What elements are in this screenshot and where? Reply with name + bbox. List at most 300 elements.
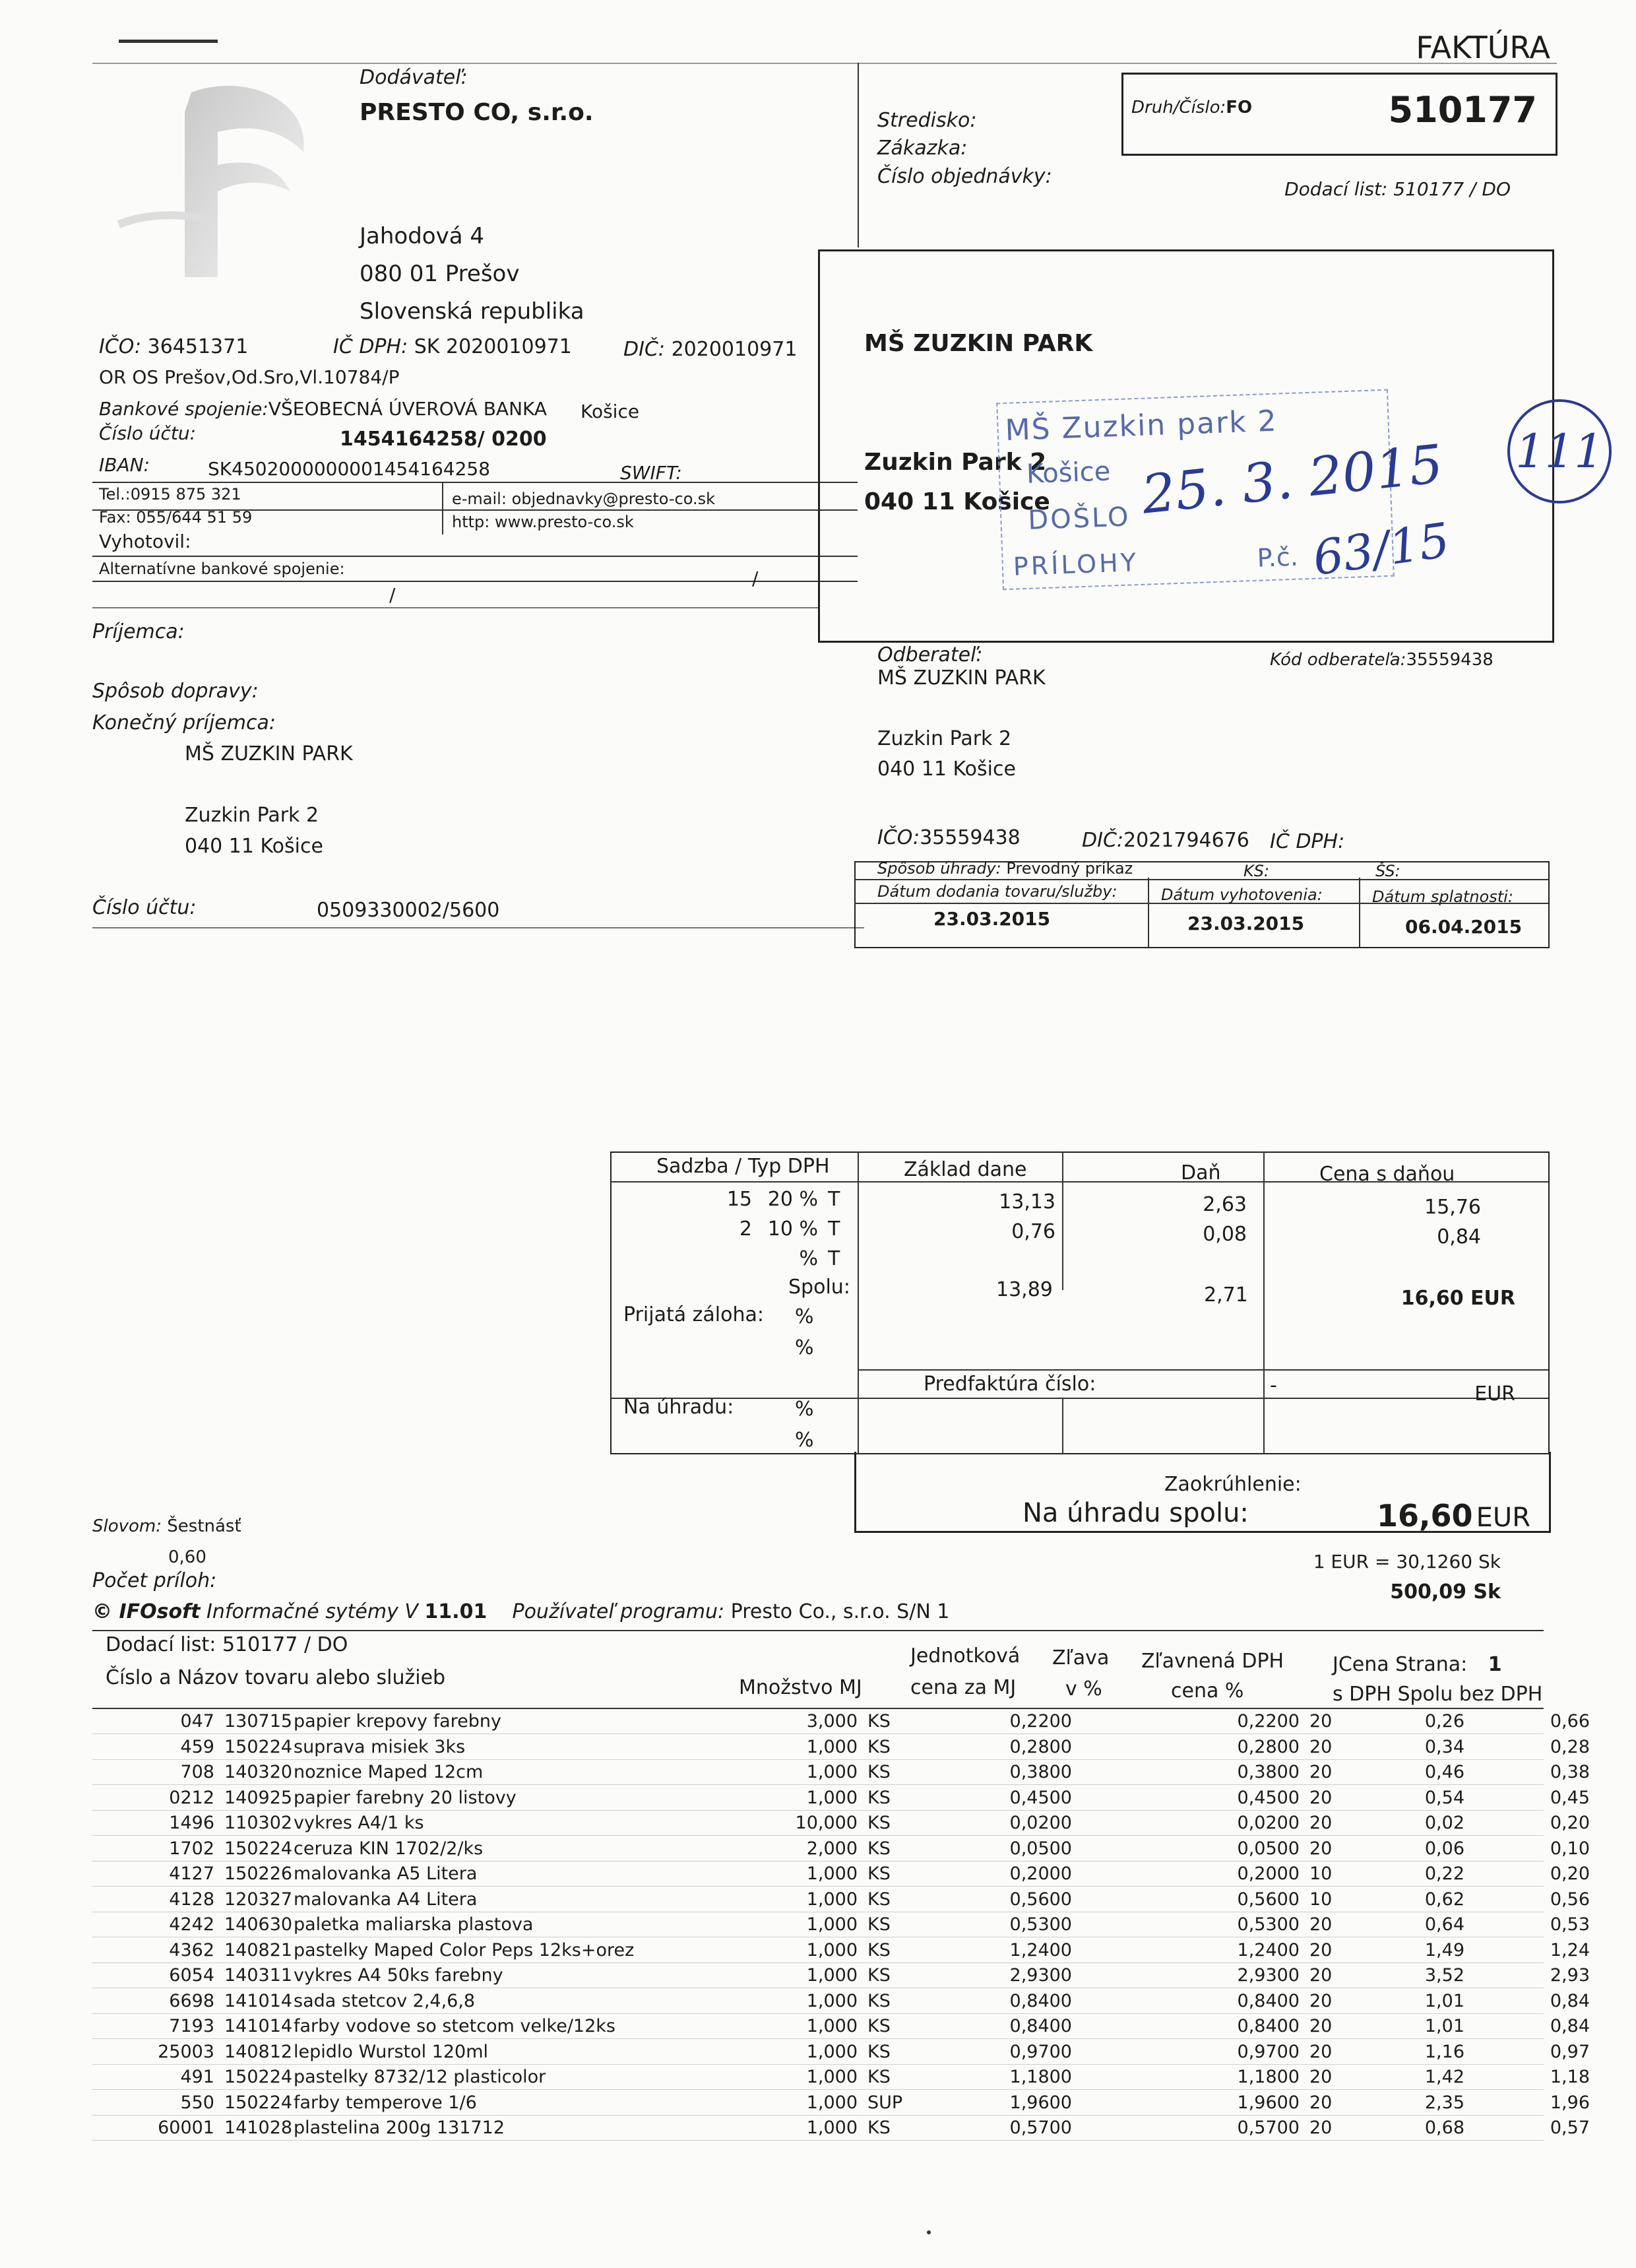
vat-sum-tax: 2,71: [1204, 1283, 1248, 1307]
row-underline: [92, 2140, 1544, 2141]
item-name: papier farebny 20 listovy: [294, 1788, 517, 1808]
item-unit-price: 0,0200: [1009, 1813, 1072, 1833]
item-price-with-vat: 1,01: [1424, 1991, 1464, 2011]
item-quantity: 1,000: [806, 2118, 858, 2138]
item-code: 150226: [224, 1863, 293, 1884]
item-code: 110302: [224, 1813, 293, 1833]
stamp-line-2: Košice: [1026, 456, 1112, 490]
item-price-with-vat: 0,02: [1424, 1813, 1464, 1833]
row-underline: [92, 1733, 1544, 1734]
recipient-top-line: [92, 607, 818, 608]
customer-code-row: [1270, 650, 1494, 670]
item-discounted-price: 0,0200: [1237, 1813, 1300, 1833]
item-code: 140821: [224, 1940, 293, 1960]
table-row: [92, 2016, 1610, 2041]
item-unit-price: 0,0500: [1009, 1838, 1072, 1859]
ico-label: IČO:: [99, 335, 142, 358]
item-vat-rate: 20: [1309, 1838, 1333, 1859]
bank-city: Košice: [581, 401, 640, 422]
vat-sum-total: 16,60 EUR: [1400, 1287, 1515, 1310]
items-col-qty: Množstvo MJ: [739, 1676, 862, 1699]
item-quantity: 1,000: [806, 1737, 858, 1757]
item-price-with-vat: 1,42: [1424, 2067, 1464, 2087]
item-price-with-vat: 0,46: [1424, 1762, 1464, 1782]
items-col-no: Číslo a Názov tovaru alebo služieb: [106, 1666, 446, 1689]
item-number: 6698: [169, 1991, 214, 2011]
table-row: [92, 1940, 1610, 1965]
item-total-without-vat: 0,57: [1550, 2118, 1590, 2138]
item-code: 140925: [224, 1788, 293, 1808]
item-discounted-price: 0,4500: [1237, 1788, 1300, 1808]
type-label: Druh/Číslo:: [1131, 98, 1226, 117]
vat-row-total: 0,84: [1437, 1225, 1481, 1248]
to-pay-label: Na úhradu:: [623, 1396, 734, 1419]
item-discounted-price: 0,9700: [1237, 2042, 1300, 2062]
item-quantity: 1,000: [806, 2016, 858, 2036]
due-date: 06.04.2015: [1405, 916, 1523, 938]
item-discounted-price: 0,5300: [1237, 1914, 1300, 1935]
supplier-street: Jahodová 4: [360, 223, 484, 249]
item-unit-price: 0,4500: [1009, 1788, 1072, 1808]
item-name: noznice Maped 12cm: [294, 1762, 484, 1782]
page-dot: [927, 2230, 931, 2234]
vat-proforma-line: [858, 1369, 1548, 1371]
item-number: 7193: [169, 2016, 214, 2036]
customer-dic-label: DIČ:: [1082, 829, 1124, 852]
row-underline: [92, 1810, 1544, 1811]
top-mark: [119, 40, 218, 43]
item-vat-rate: 20: [1309, 2092, 1333, 2113]
item-code: 150224: [224, 2067, 293, 2087]
contact-top-line: [92, 482, 858, 483]
row-underline: [92, 2013, 1544, 2014]
words-cents: 0,60: [168, 1547, 206, 1567]
item-unit: KS: [867, 1889, 891, 1910]
table-row: [92, 1813, 1610, 1838]
recipient-account: 0509330002/5600: [317, 899, 500, 922]
words-row: [92, 1516, 241, 1536]
item-name: farby vodove so stetcom velke/12ks: [294, 2016, 615, 2036]
item-vat-rate: 20: [1309, 1914, 1333, 1935]
due-date-label: Dátum splatnosti:: [1372, 888, 1513, 906]
items-col-disc-price-2: cena %: [1171, 1679, 1244, 1702]
item-total-without-vat: 0,66: [1550, 1711, 1590, 1732]
item-vat-rate: 20: [1309, 1711, 1333, 1732]
advance-pct-1: %: [795, 1305, 814, 1328]
vat-row-tax: 0,08: [1203, 1223, 1247, 1246]
item-name: suprava misiek 3ks: [294, 1737, 466, 1757]
item-name: sada stetcov 2,4,6,8: [294, 1991, 476, 2011]
item-code: 150224: [224, 2092, 293, 2113]
vat-col-3: [1263, 1151, 1265, 1454]
item-unit-price: 0,2200: [1009, 1711, 1072, 1732]
item-unit-price: 0,9700: [1009, 2042, 1072, 2062]
ks-label: KS:: [1243, 862, 1270, 880]
invoice-number: 510177: [1388, 89, 1537, 131]
item-number: 4362: [169, 1940, 214, 1960]
vat-row-base: 0,76: [1011, 1220, 1055, 1243]
delivery-date: 23.03.2015: [933, 908, 1051, 930]
dic-label: DIČ:: [623, 338, 666, 361]
items-header-bottom-line: [92, 1708, 1544, 1709]
item-quantity: 1,000: [806, 1762, 858, 1782]
vat-row-code: 15: [726, 1188, 752, 1211]
vat-col-rate-header: Sadzba / Typ DPH: [656, 1155, 830, 1178]
item-price-with-vat: 1,49: [1424, 1940, 1464, 1960]
item-total-without-vat: 0,38: [1550, 1762, 1590, 1782]
software-user-label: Používateľ programu:: [512, 1600, 725, 1623]
sk-total: 500,09 Sk: [1390, 1580, 1501, 1604]
row-underline: [92, 2115, 1544, 2116]
item-price-with-vat: 0,54: [1424, 1788, 1464, 1808]
item-price-with-vat: 1,01: [1424, 2016, 1464, 2036]
proforma-eur: EUR: [1474, 1382, 1515, 1406]
vat-row-rate: 20 %: [767, 1188, 818, 1211]
item-unit: KS: [867, 2067, 891, 2087]
payment-method: Prevodný príkaz: [1006, 859, 1133, 878]
customer-ico: 35559438: [920, 826, 1021, 849]
item-number: 459: [180, 1737, 214, 1757]
alt-bank-slash-1: /: [389, 584, 396, 606]
words-label: Slovom:: [92, 1516, 162, 1536]
item-discounted-price: 0,0500: [1237, 1838, 1300, 1859]
item-unit-price: 0,5700: [1009, 2118, 1072, 2138]
customer-ids-row: [877, 826, 1021, 849]
items-col-disc-2: v %: [1065, 1677, 1102, 1701]
item-total-without-vat: 0,97: [1550, 2042, 1590, 2062]
item-unit: KS: [867, 2118, 891, 2138]
item-number: 25003: [158, 2042, 214, 2062]
item-number: 4127: [169, 1863, 214, 1884]
item-discounted-price: 1,9600: [1237, 2092, 1300, 2113]
table-row: [92, 1711, 1610, 1736]
supplier-tel: Tel.:0915 875 321: [99, 485, 241, 503]
item-total-without-vat: 0,56: [1550, 1889, 1590, 1910]
iban-value: SK4502000000001454164258: [208, 458, 491, 480]
vat-col-2: [1062, 1151, 1063, 1290]
item-code: 140630: [224, 1914, 293, 1935]
payment-row-line-1: [854, 879, 1548, 880]
item-number: 60001: [158, 2118, 214, 2138]
item-code: 150224: [224, 1838, 293, 1859]
items-col-jcena-1: [1333, 1653, 1502, 1676]
item-quantity: 2,000: [806, 1838, 858, 1859]
payment-method-row: [877, 859, 1133, 878]
customer-ico-label: IČO:: [877, 826, 920, 849]
item-total-without-vat: 0,20: [1550, 1863, 1590, 1884]
item-quantity: 1,000: [806, 2067, 858, 2087]
vat-col-base-header: Základ dane: [904, 1158, 1027, 1181]
vat-row-rate: %: [799, 1247, 818, 1270]
row-underline: [92, 1962, 1544, 1963]
item-discounted-price: 2,9300: [1237, 1965, 1300, 1986]
item-price-with-vat: 0,62: [1424, 1889, 1464, 1910]
item-number: 491: [180, 2067, 214, 2087]
stamp-handwritten-number: 63/15: [1309, 511, 1453, 587]
item-number: 1702: [169, 1838, 214, 1859]
item-unit-price: 1,9600: [1009, 2092, 1072, 2113]
item-vat-rate: 20: [1309, 1940, 1333, 1960]
items-col-disc-1: Zľava: [1052, 1646, 1110, 1669]
supplier-dic: [623, 338, 797, 361]
software-system: Informačné sytémy V: [206, 1600, 418, 1623]
item-number: 4242: [169, 1914, 214, 1935]
item-total-without-vat: 0,28: [1550, 1737, 1590, 1757]
supplier-fax: Fax: 055/644 51 59: [99, 508, 253, 527]
to-pay-pct-1: %: [795, 1398, 814, 1421]
item-total-without-vat: 1,18: [1550, 2067, 1590, 2087]
table-row: [92, 1762, 1610, 1787]
supplier-web: http: www.presto-co.sk: [452, 513, 634, 531]
item-vat-rate: 20: [1309, 1991, 1333, 2011]
item-discounted-price: 0,3800: [1237, 1762, 1300, 1782]
software-row: [92, 1600, 949, 1623]
item-total-without-vat: 1,24: [1550, 1940, 1590, 1960]
item-name: farby temperove 1/6: [294, 2092, 477, 2113]
customer-name: MŠ ZUZKIN PARK: [877, 666, 1046, 690]
company-logo: [112, 79, 336, 290]
item-code: 140320: [224, 1762, 293, 1782]
customer-code: 35559438: [1406, 650, 1494, 670]
order-number-label: Číslo objednávky:: [877, 165, 1052, 188]
item-name: vykres A4 50ks farebny: [294, 1965, 503, 1986]
item-name: malovanka A5 Litera: [294, 1863, 478, 1884]
item-total-without-vat: 0,84: [1550, 1991, 1590, 2011]
table-row: [92, 1914, 1610, 1939]
item-code: 140311: [224, 1965, 293, 1986]
item-quantity: 1,000: [806, 1991, 858, 2011]
row-underline: [92, 1835, 1544, 1836]
issue-date: 23.03.2015: [1187, 913, 1305, 934]
item-vat-rate: 20: [1309, 2042, 1333, 2062]
type-row: [1131, 98, 1252, 117]
item-quantity: 1,000: [806, 1788, 858, 1808]
proforma-dash: -: [1270, 1374, 1277, 1397]
table-row: [92, 1889, 1610, 1914]
item-quantity: 1,000: [806, 2042, 858, 2062]
alt-bank-slash-2: /: [752, 567, 759, 589]
item-vat-rate: 20: [1309, 1965, 1333, 1986]
row-underline: [92, 2038, 1544, 2039]
item-name: lepidlo Wurstol 120ml: [294, 2042, 489, 2062]
vat-row-base: 13,13: [999, 1190, 1055, 1214]
account-label: Číslo účtu:: [99, 422, 197, 444]
transport-label: Spôsob dopravy:: [92, 680, 259, 703]
item-discounted-price: 0,8400: [1237, 2016, 1300, 2036]
grand-total-value: 16,60: [1377, 1498, 1473, 1534]
item-price-with-vat: 1,16: [1424, 2042, 1464, 2062]
item-price-with-vat: 0,68: [1424, 2118, 1464, 2138]
item-discounted-price: 1,2400: [1237, 1940, 1300, 1960]
vat-col-1: [858, 1151, 859, 1454]
stamp-line-1: MŠ Zuzkin park 2: [1004, 404, 1278, 447]
to-pay-pct-2: %: [795, 1429, 814, 1452]
account-value: 1454164258/ 0200: [340, 428, 547, 451]
supplier-country: Slovenská republika: [360, 298, 584, 325]
item-unit-price: 0,3800: [1009, 1762, 1072, 1782]
item-price-with-vat: 0,64: [1424, 1914, 1464, 1935]
header-divider: [858, 63, 859, 247]
vat-col-tax-header: Daň: [1181, 1161, 1221, 1184]
circled-number-text: 111: [1515, 424, 1604, 478]
customer-code-label: Kód odberateľa:: [1270, 650, 1406, 670]
address-street: Zuzkin Park 2: [864, 449, 1047, 476]
alt-bank-label: Alternatívne bankové spojenie:: [99, 560, 345, 578]
item-unit: SUP: [867, 2092, 903, 2113]
vat-sum-label: Spolu:: [788, 1276, 850, 1299]
final-recipient-label: Konečný príjemca:: [92, 711, 276, 734]
item-vat-rate: 20: [1309, 2118, 1333, 2138]
item-total-without-vat: 0,84: [1550, 2016, 1590, 2036]
customer-dic-row: [1082, 829, 1249, 852]
vat-col-2b: [1062, 1398, 1063, 1454]
table-row: [92, 2092, 1610, 2118]
address-name: MŠ ZUZKIN PARK: [864, 330, 1093, 357]
items-col-unit-price-2: cena za MJ: [910, 1676, 1017, 1699]
item-vat-rate: 20: [1309, 1813, 1333, 1833]
recipient-bottom-line: [92, 927, 864, 928]
item-unit: KS: [867, 2016, 891, 2036]
item-code: 141014: [224, 1991, 293, 2011]
recipient-account-label: Číslo účtu:: [92, 896, 197, 919]
center-label: Stredisko:: [877, 109, 977, 132]
item-quantity: 1,000: [806, 1914, 858, 1935]
item-unit: KS: [867, 1711, 891, 1732]
row-underline: [92, 1861, 1544, 1862]
item-unit: KS: [867, 2042, 891, 2062]
item-unit: KS: [867, 1965, 891, 1986]
grand-total-currency: EUR: [1476, 1503, 1530, 1533]
software-brand: © IFOsoft: [92, 1600, 201, 1623]
grand-total-label: Na úhradu spolu:: [1022, 1498, 1249, 1528]
item-name: vykres A4/1 ks: [294, 1813, 424, 1833]
item-quantity: 1,000: [806, 1965, 858, 1986]
vat-col-total-header: Cena s daňou: [1319, 1163, 1455, 1186]
item-number: 708: [180, 1762, 214, 1782]
item-quantity: 1,000: [806, 2092, 858, 2113]
item-unit: KS: [867, 1762, 891, 1782]
item-unit-price: 2,9300: [1009, 1965, 1072, 1986]
item-code: 141014: [224, 2016, 293, 2036]
item-total-without-vat: 1,96: [1550, 2092, 1590, 2113]
table-row: [92, 1788, 1610, 1813]
table-row: [92, 2118, 1610, 2143]
item-total-without-vat: 0,53: [1550, 1914, 1590, 1935]
item-quantity: 1,000: [806, 1940, 858, 1960]
item-name: pastelky 8732/12 plasticolor: [294, 2067, 546, 2087]
iban-label: IBAN:: [99, 454, 150, 476]
grand-total-row: [1377, 1498, 1530, 1534]
item-code: 130715: [224, 1711, 293, 1732]
item-vat-rate: 20: [1309, 2016, 1333, 2036]
attachments-label: Počet príloh:: [92, 1569, 217, 1592]
item-number: 1496: [169, 1813, 214, 1833]
item-unit: KS: [867, 1991, 891, 2011]
delivery-date-label: Dátum dodania tovaru/služby:: [877, 882, 1117, 901]
item-code: 141028: [224, 2118, 293, 2138]
table-row: [92, 1863, 1610, 1889]
items-page-number: 1: [1488, 1653, 1502, 1676]
item-number: 0212: [169, 1788, 214, 1808]
exchange-rate: 1 EUR = 30,1260 Sk: [1313, 1551, 1501, 1572]
software-user: Presto Co., s.r.o. S/N 1: [730, 1600, 950, 1623]
item-number: 047: [180, 1711, 214, 1732]
address-city: 040 11 Košice: [864, 488, 1050, 515]
order-label: Zákazka:: [877, 137, 968, 160]
item-unit-price: 0,5300: [1009, 1914, 1072, 1935]
table-row: [92, 1965, 1610, 1990]
item-unit-price: 0,2800: [1009, 1737, 1072, 1757]
item-code: 120327: [224, 1889, 293, 1910]
item-total-without-vat: 0,20: [1550, 1813, 1590, 1833]
customer-label: Odberateľ:: [877, 643, 983, 666]
item-unit-price: 0,8400: [1009, 2016, 1072, 2036]
proforma-label: Predfaktúra číslo:: [924, 1373, 1096, 1396]
items-delivery-note: Dodací list: 510177 / DO: [106, 1633, 348, 1656]
header-top-line: [92, 63, 1557, 64]
item-name: ceruza KIN 1702/2/ks: [294, 1838, 484, 1859]
dic-value: 2020010971: [671, 338, 798, 361]
payment-col-1: [1148, 878, 1149, 947]
supplier-register: OR OS Prešov,Od.Sro,Vl.10784/P: [99, 366, 400, 388]
item-name: paletka maliarska plastova: [294, 1914, 534, 1935]
circled-number: [1507, 399, 1612, 503]
item-discounted-price: 0,5600: [1237, 1889, 1300, 1910]
items-col-jcena-label: JCena Strana:: [1333, 1653, 1468, 1676]
document-title: FAKTÚRA: [1416, 30, 1550, 65]
issue-date-label: Dátum vyhotovenia:: [1161, 886, 1323, 904]
final-recipient-city: 040 11 Košice: [185, 835, 323, 858]
item-discounted-price: 0,2800: [1237, 1737, 1300, 1757]
final-recipient-name: MŠ ZUZKIN PARK: [185, 742, 353, 765]
item-vat-rate: 20: [1309, 1737, 1333, 1757]
item-price-with-vat: 0,06: [1424, 1838, 1464, 1859]
table-row: [92, 2042, 1610, 2067]
item-quantity: 1,000: [806, 1863, 858, 1884]
item-name: plastelina 200g 131712: [294, 2118, 505, 2138]
payment-col-2: [1359, 878, 1360, 947]
type-value: FO: [1226, 98, 1253, 117]
table-row: [92, 1838, 1610, 1863]
item-vat-rate: 10: [1309, 1889, 1333, 1910]
supplier-bank-row: [99, 398, 547, 420]
table-row: [92, 1991, 1610, 2016]
stamp-line-4: PRÍLOHY: [1013, 548, 1139, 581]
item-code: 150224: [224, 1737, 293, 1757]
item-price-with-vat: 0,34: [1424, 1737, 1464, 1757]
item-total-without-vat: 0,10: [1550, 1838, 1590, 1859]
row-underline: [92, 2064, 1544, 2065]
items-col-jcena-2: s DPH Spolu bez DPH: [1333, 1683, 1543, 1706]
vat-row-code: 2: [739, 1217, 752, 1241]
item-total-without-vat: 2,93: [1550, 1965, 1590, 1986]
vat-row-rate: 10 %: [767, 1217, 818, 1241]
item-unit: KS: [867, 1737, 891, 1757]
vat-sum-base: 13,89: [996, 1278, 1053, 1301]
bank-name: VŠEOBECNÁ ÚVEROVÁ BANKA: [268, 398, 548, 420]
item-vat-rate: 20: [1309, 1762, 1333, 1782]
supplier-city: 080 01 Prešov: [360, 261, 520, 287]
software-version: 11.01: [424, 1600, 488, 1623]
item-quantity: 3,000: [806, 1711, 858, 1732]
row-underline: [92, 1886, 1544, 1887]
item-unit-price: 0,5600: [1009, 1889, 1072, 1910]
vat-row-type: T: [828, 1247, 840, 1270]
bank-label: Bankové spojenie:: [99, 398, 268, 420]
customer-city: 040 11 Košice: [877, 758, 1016, 781]
item-discounted-price: 0,5700: [1237, 2118, 1300, 2138]
supplier-email: e-mail: objednavky@presto-co.sk: [452, 490, 716, 508]
